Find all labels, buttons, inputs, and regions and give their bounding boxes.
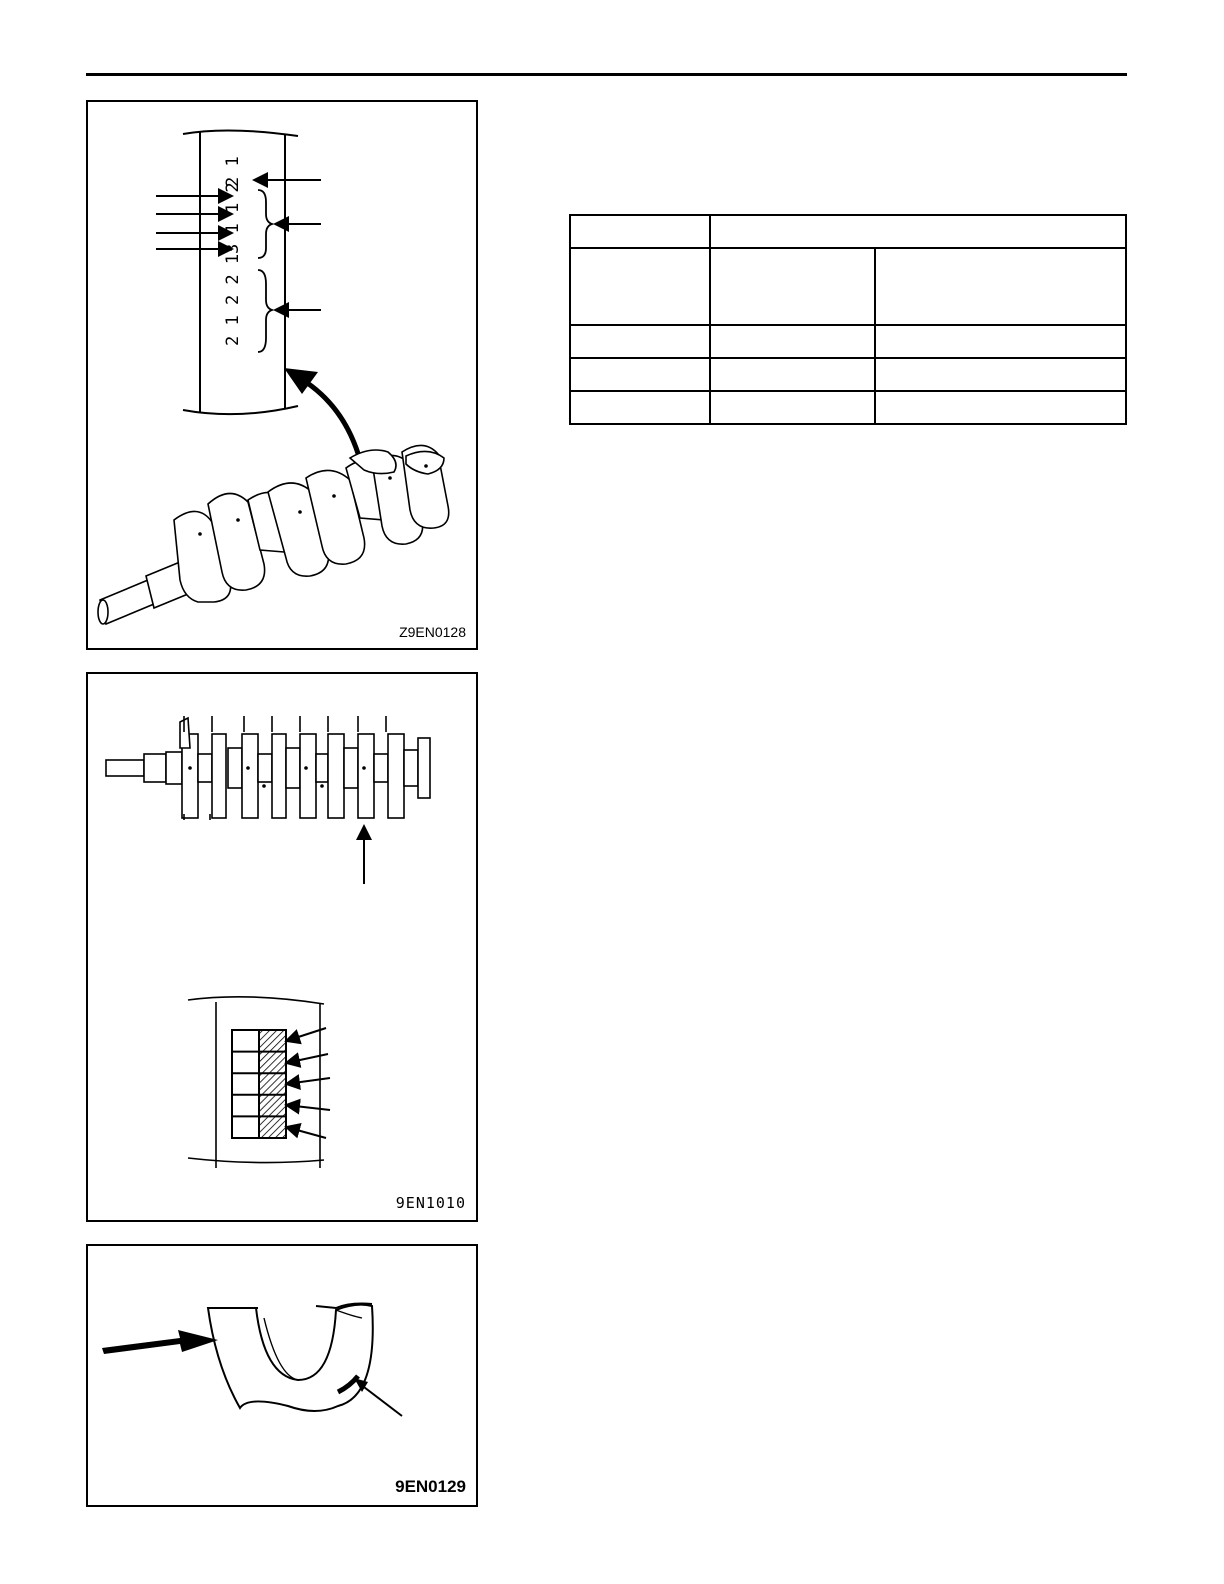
bearing-illustration	[88, 1246, 478, 1507]
mark-digit-row-2: 3 1 1 2	[223, 182, 243, 254]
table-cell	[710, 215, 1126, 248]
crankshaft-side-illustration	[88, 674, 478, 1222]
figure-code: Z9EN0128	[399, 624, 466, 640]
figure-code: 9EN1010	[395, 1194, 466, 1212]
table-cell	[875, 248, 1126, 325]
table-row	[570, 358, 1126, 391]
table-cell	[570, 325, 710, 358]
mark-digit-row-1: 2 1	[223, 156, 243, 187]
figure-crankshaft-color-marks	[86, 672, 478, 1222]
table-cell	[875, 325, 1126, 358]
table-cell	[570, 391, 710, 424]
table-row	[570, 248, 1126, 325]
figure-bearing-shell	[86, 1244, 478, 1507]
table-cell	[570, 248, 710, 325]
table-cell	[570, 358, 710, 391]
table-row	[570, 325, 1126, 358]
table-row	[570, 215, 1126, 248]
table-cell	[710, 248, 875, 325]
mark-digit-row-3: 2 1 2 2 1	[223, 253, 243, 346]
table-cell	[875, 358, 1126, 391]
header-rule	[86, 73, 1127, 76]
crankshaft-marks-illustration	[88, 102, 478, 650]
table-cell	[710, 391, 875, 424]
table-cell	[875, 391, 1126, 424]
table-cell	[710, 325, 875, 358]
figure-crankshaft-marks	[86, 100, 478, 650]
figure-code: 9EN0129	[395, 1477, 466, 1496]
table-cell	[710, 358, 875, 391]
table-row	[570, 391, 1126, 424]
table-cell	[570, 215, 710, 248]
spec-table	[569, 214, 1127, 425]
